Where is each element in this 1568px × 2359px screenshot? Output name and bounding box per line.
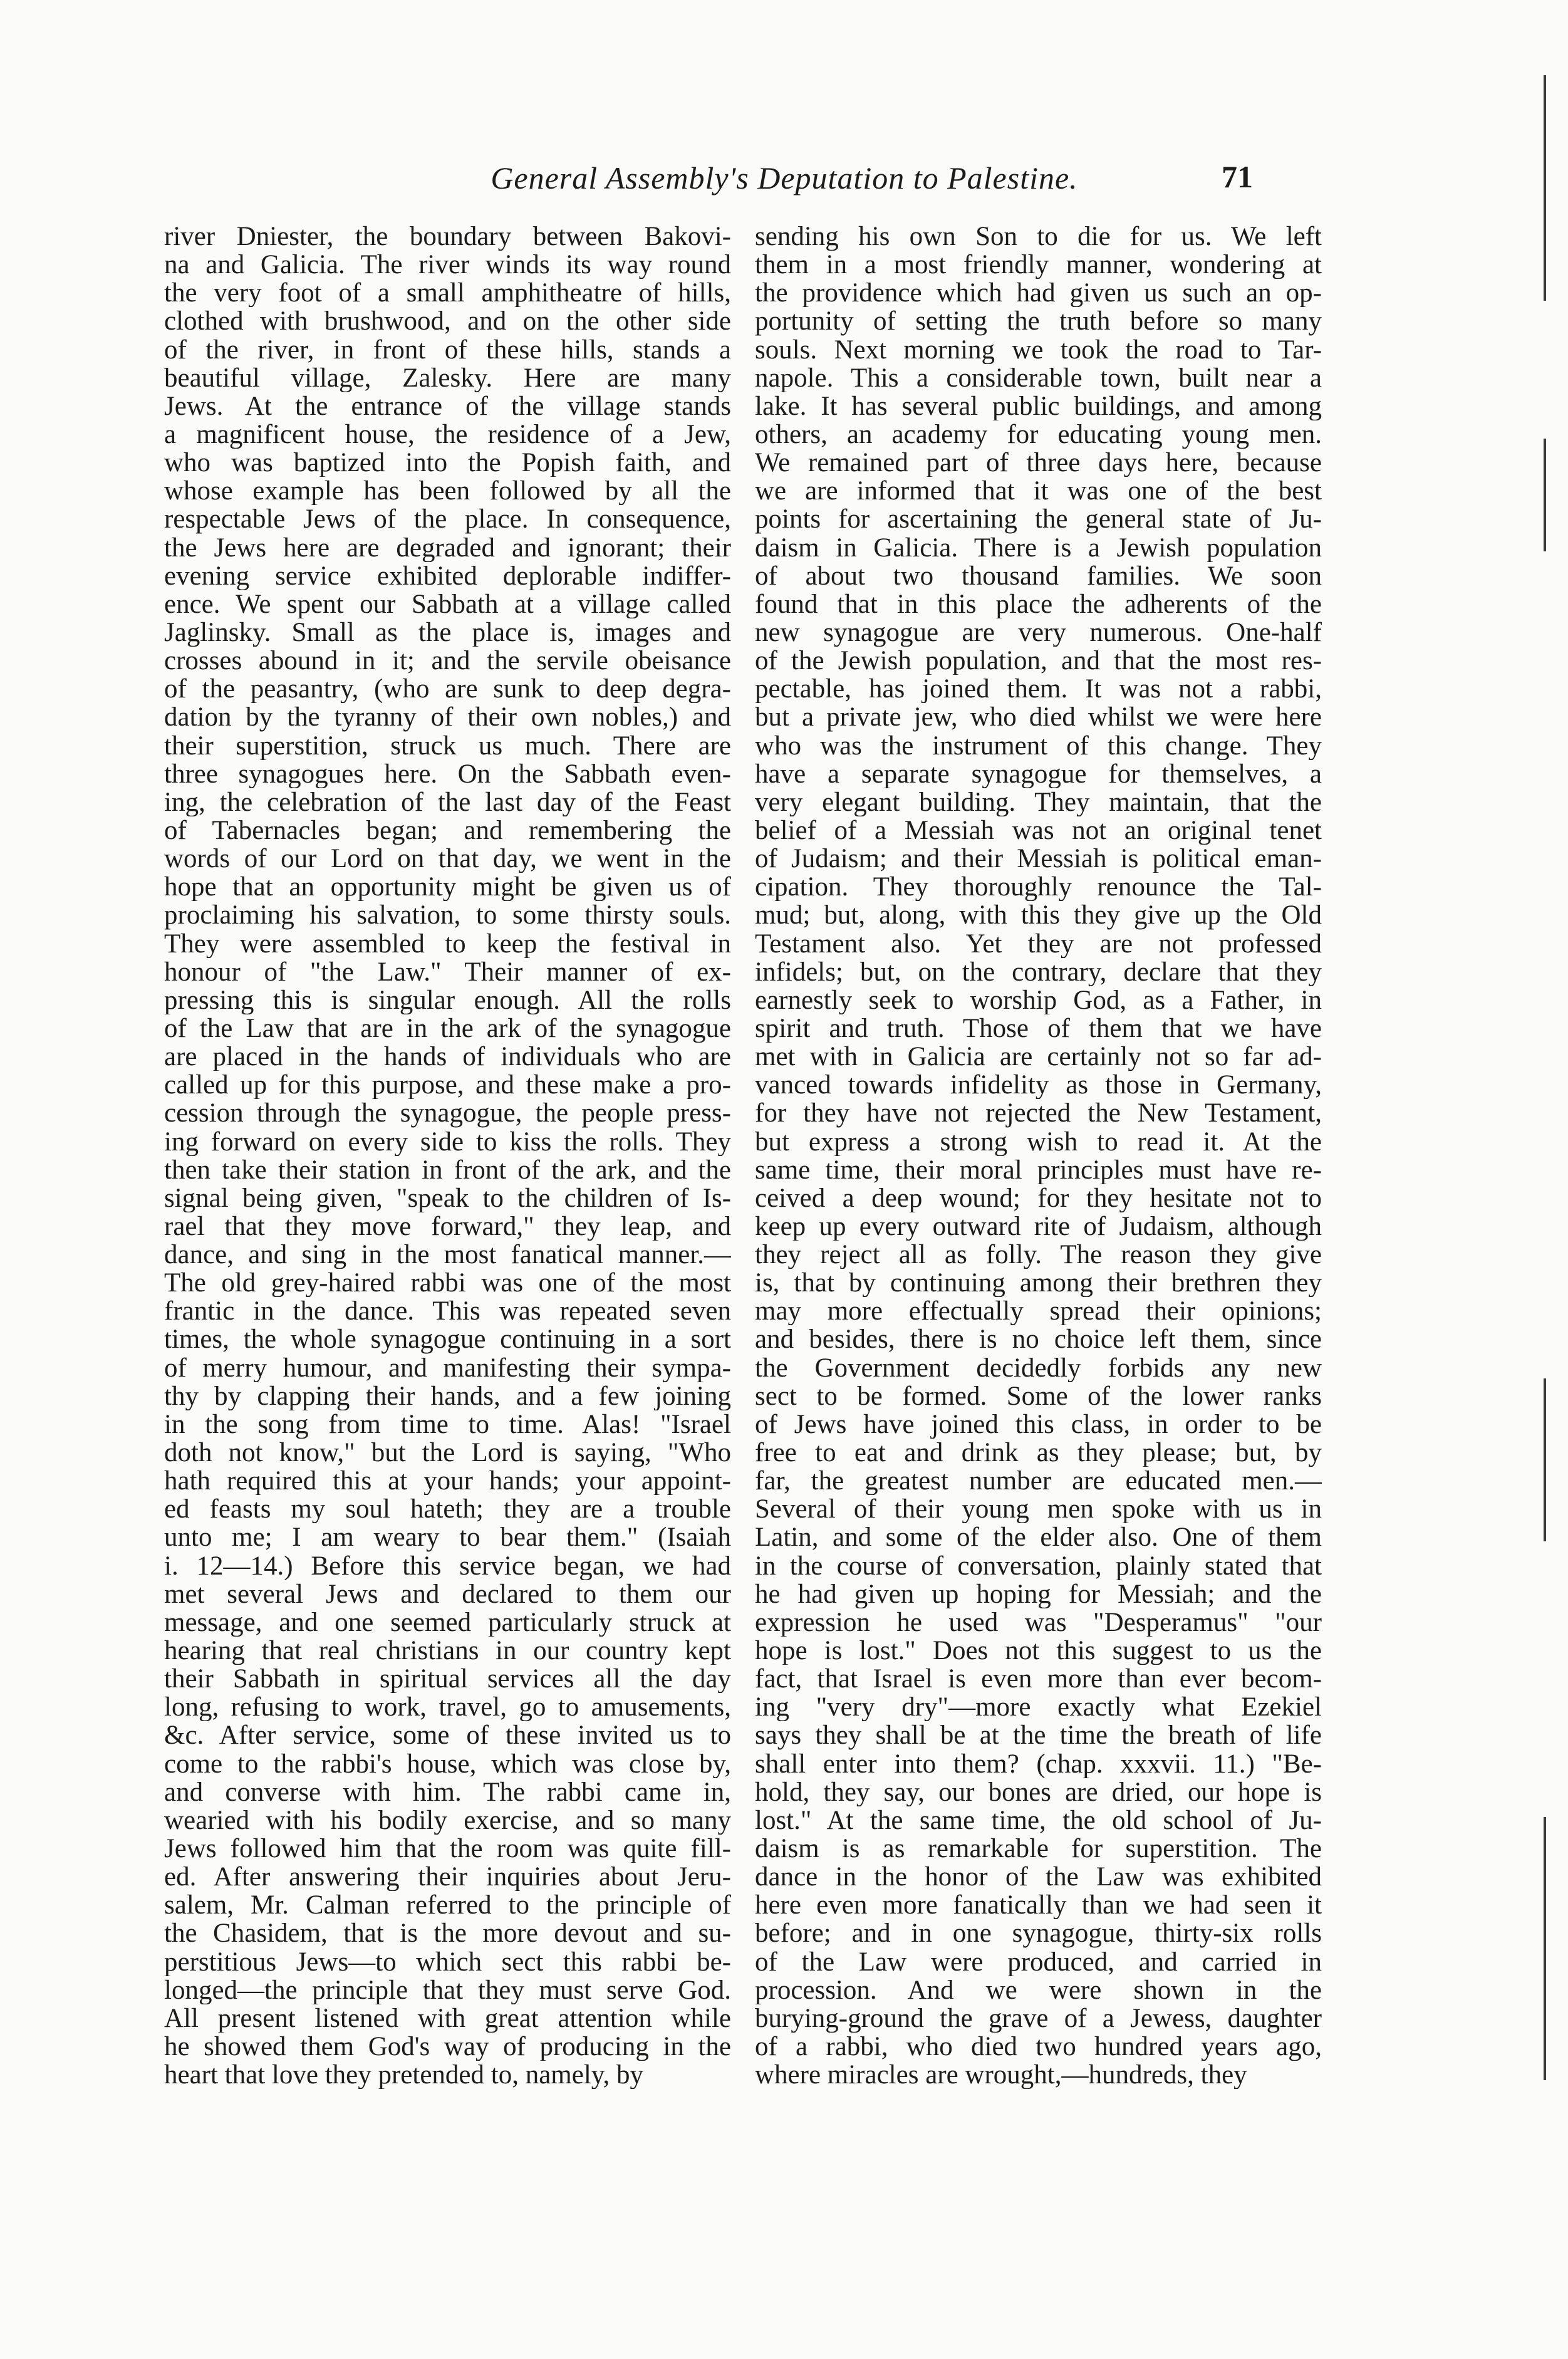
text-line: in the course of conversation, plainly stated that: [755, 1551, 1322, 1580]
text-line: i. 12—14.) Before this service began, we had: [164, 1551, 731, 1580]
text-line: new synagogue are very numerous. One-half: [755, 618, 1322, 647]
text-line: of a rabbi, who died two hundred years ago,: [755, 2033, 1322, 2061]
text-line: lake. It has several public buildings, and among: [755, 392, 1322, 420]
text-line: cipation. They thoroughly renounce the Tal-: [755, 873, 1322, 902]
text-line: All present listened with great attention while: [164, 2004, 731, 2033]
text-line: free to eat and drink as they please; but, by: [755, 1439, 1322, 1467]
text-line: a magnificent house, the residence of a Jew,: [164, 420, 731, 449]
text-line: dance in the honor of the Law was exhibited: [755, 1863, 1322, 1892]
text-line: procession. And we were shown in the: [755, 1976, 1322, 2004]
text-line: then take their station in front of the ark, and the: [164, 1155, 731, 1184]
scan-edge-mark: [1544, 1378, 1546, 1541]
text-line: Jews followed him that the room was quite fill-: [164, 1835, 731, 1863]
text-line: very elegant building. They maintain, that the: [755, 788, 1322, 816]
text-line: river Dniester, the boundary between Bakovi-: [164, 222, 731, 251]
text-line: words of our Lord on that day, we went in the: [164, 845, 731, 873]
text-line: he had given up hoping for Messiah; and the: [755, 1580, 1322, 1608]
text-line: of Tabernacles began; and remembering the: [164, 816, 731, 845]
text-line: lost." At the same time, the old school of Ju-: [755, 1806, 1322, 1835]
text-line: where miracles are wrought,—hundreds, they: [755, 2061, 1247, 2090]
text-line: sect to be formed. Some of the lower ranks: [755, 1382, 1322, 1410]
text-line: long, refusing to work, travel, go to amusements,: [164, 1693, 731, 1722]
text-line: message, and one seemed particularly struck at: [164, 1608, 731, 1637]
scan-edge-mark: [1544, 75, 1546, 301]
text-line: The old grey-haired rabbi was one of the most: [164, 1269, 731, 1298]
text-line: expression he used was "Desperamus" "our: [755, 1608, 1322, 1637]
text-line: souls. Next morning we took the road to Tar-: [755, 335, 1322, 364]
text-line: na and Galicia. The river winds its way round: [164, 251, 731, 279]
text-line: perstitious Jews—to which sect this rabbi be-: [164, 1947, 731, 1976]
text-line: but a private jew, who died whilst we were here: [755, 703, 1322, 732]
text-line: hope that an opportunity might be given us of: [164, 873, 731, 902]
text-line: crosses abound in it; and the servile obeisance: [164, 647, 731, 675]
text-line: sending his own Son to die for us. We left: [755, 222, 1322, 251]
text-column-right: [755, 222, 1322, 2089]
text-line: proclaiming his salvation, to some thirsty souls.: [164, 901, 731, 930]
text-line: of about two thousand families. We soon: [755, 561, 1322, 590]
text-line: hath required this at your hands; your appoint-: [164, 1467, 731, 1496]
text-line: met several Jews and declared to them our: [164, 1580, 731, 1608]
text-line: pressing this is singular enough. All the rolls: [164, 986, 731, 1014]
text-line: portunity of setting the truth before so many: [755, 307, 1322, 336]
text-line: fact, that Israel is even more than ever becom-: [755, 1665, 1322, 1694]
text-line: keep up every outward rite of Judaism, although: [755, 1212, 1322, 1241]
text-line: he showed them God's way of producing in the: [164, 2033, 731, 2061]
text-line: ing, the celebration of the last day of the Feast: [164, 788, 731, 816]
text-line: thy by clapping their hands, and a few joining: [164, 1382, 731, 1410]
text-line: Jews. At the entrance of the village stands: [164, 392, 731, 420]
text-line: of Judaism; and their Messiah is political eman-: [755, 845, 1322, 873]
text-line: beautiful village, Zalesky. Here are many: [164, 363, 731, 392]
text-line: of the Law were produced, and carried in: [755, 1947, 1322, 1976]
text-line: ed feasts my soul hateth; they are a trouble: [164, 1495, 731, 1524]
text-line: doth not know," but the Lord is saying, "Who: [164, 1439, 731, 1467]
text-line: and besides, there is no choice left them, since: [755, 1325, 1322, 1354]
text-line: of the peasantry, (who are sunk to deep degra-: [164, 675, 731, 704]
text-line: far, the greatest number are educated men.—: [755, 1467, 1322, 1496]
text-line: frantic in the dance. This was repeated seven: [164, 1297, 731, 1326]
text-line: ed. After answering their inquiries about Jeru-: [164, 1863, 731, 1892]
text-line: honour of "the Law." Their manner of ex-: [164, 957, 731, 986]
text-line: but express a strong wish to read it. At the: [755, 1127, 1322, 1156]
text-line: points for ascertaining the general state of Ju-: [755, 505, 1322, 534]
text-line: ing "very dry"—more exactly what Ezekiel: [755, 1693, 1322, 1722]
text-line: are placed in the hands of individuals who are: [164, 1043, 731, 1071]
text-line: Several of their young men spoke with us in: [755, 1495, 1322, 1524]
text-line: may more effectually spread their opinions;: [755, 1297, 1322, 1326]
text-line: the Chasidem, that is the more devout and su-: [164, 1919, 731, 1948]
text-line: whose example has been followed by all the: [164, 477, 731, 506]
text-line: vanced towards infidelity as those in Germany,: [755, 1071, 1322, 1100]
text-line: hearing that real christians in our country kept: [164, 1637, 731, 1665]
text-line: evening service exhibited deplorable indiffer-: [164, 561, 731, 590]
text-line: in the song from time to time. Alas! "Israel: [164, 1410, 731, 1439]
text-line: ing forward on every side to kiss the rolls. They: [164, 1127, 731, 1156]
text-line: their Sabbath in spiritual services all the day: [164, 1665, 731, 1694]
text-line: here even more fanatically than we had seen it: [755, 1891, 1322, 1920]
text-column-left: [164, 222, 731, 2089]
text-line: dation by the tyranny of their own nobles,) and: [164, 703, 731, 732]
text-line: daism in Galicia. There is a Jewish population: [755, 533, 1322, 562]
text-line: and converse with him. The rabbi came in,: [164, 1778, 731, 1806]
text-line: earnestly seek to worship God, as a Father, in: [755, 986, 1322, 1014]
text-line: says they shall be at the time the breath of life: [755, 1721, 1322, 1750]
text-line: found that in this place the adherents of the: [755, 590, 1322, 618]
text-line: called up for this purpose, and these make a pro-: [164, 1071, 731, 1100]
text-line: longed—the principle that they must serve God.: [164, 1976, 731, 2004]
text-line: belief of a Messiah was not an original tenet: [755, 816, 1322, 845]
text-line: dance, and sing in the most fanatical manner.—: [164, 1241, 731, 1269]
text-line: the Government decidedly forbids any new: [755, 1353, 1322, 1382]
running-header: General Assembly's Deputation to Palestine.: [491, 160, 1078, 195]
text-line: they reject all as folly. The reason they give: [755, 1241, 1322, 1269]
text-line: of merry humour, and manifesting their sympa-: [164, 1353, 731, 1382]
text-line: respectable Jews of the place. In consequence,: [164, 505, 731, 534]
text-line: &c. After service, some of these invited us to: [164, 1721, 731, 1750]
text-line: cession through the synagogue, the people press-: [164, 1099, 731, 1128]
page-number: 71: [1222, 159, 1253, 194]
text-line: for they have not rejected the New Testament,: [755, 1099, 1322, 1128]
text-line: hope is lost." Does not this suggest to us the: [755, 1637, 1322, 1665]
text-line: who was the instrument of this change. They: [755, 731, 1322, 760]
text-line: who was baptized into the Popish faith, and: [164, 449, 731, 477]
text-line: pectable, has joined them. It was not a rabbi,: [755, 675, 1322, 704]
text-line: same time, their moral principles must have re-: [755, 1155, 1322, 1184]
text-line: of the river, in front of these hills, stands a: [164, 335, 731, 364]
text-line: the Jews here are degraded and ignorant; their: [164, 533, 731, 562]
text-line: we are informed that it was one of the best: [755, 477, 1322, 506]
text-line: of the Jewish population, and that the most res-: [755, 647, 1322, 675]
text-line: times, the whole synagogue continuing in a sort: [164, 1325, 731, 1354]
text-line: hold, they say, our bones are dried, our hope is: [755, 1778, 1322, 1806]
text-line: met with in Galicia are certainly not so far ad-: [755, 1043, 1322, 1071]
text-line: Jaglinsky. Small as the place is, images and: [164, 618, 731, 647]
text-line: wearied with his bodily exercise, and so many: [164, 1806, 731, 1835]
text-line: Testament also. Yet they are not professed: [755, 929, 1322, 958]
text-line: unto me; I am weary to bear them." (Isaiah: [164, 1523, 731, 1552]
text-line: mud; but, along, with this they give up the Old: [755, 901, 1322, 930]
text-line: salem, Mr. Calman referred to the principle of: [164, 1891, 731, 1920]
text-line: have a separate synagogue for themselves, a: [755, 759, 1322, 788]
text-line: daism is as remarkable for superstition. The: [755, 1835, 1322, 1863]
text-line: spirit and truth. Those of them that we have: [755, 1014, 1322, 1043]
text-line: ence. We spent our Sabbath at a village called: [164, 590, 731, 618]
text-line: of the Law that are in the ark of the synagogue: [164, 1014, 731, 1043]
text-line: is, that by continuing among their brethren they: [755, 1269, 1322, 1298]
scan-edge-mark: [1544, 1817, 1546, 2080]
text-line: rael that they move forward," they leap, and: [164, 1212, 731, 1241]
text-line: come to the rabbi's house, which was close by,: [164, 1749, 731, 1778]
text-line: They were assembled to keep the festival in: [164, 929, 731, 958]
scan-edge-mark: [1544, 439, 1546, 551]
text-line: their superstition, struck us much. There are: [164, 731, 731, 760]
text-line: shall enter into them? (chap. xxxvii. 11.) "Be-: [755, 1749, 1322, 1778]
text-line: clothed with brushwood, and on the other side: [164, 307, 731, 336]
text-line: the providence which had given us such an op-: [755, 279, 1322, 308]
text-line: of Jews have joined this class, in order to be: [755, 1410, 1322, 1439]
text-line: Latin, and some of the elder also. One of them: [755, 1523, 1322, 1552]
text-line: napole. This a considerable town, built near a: [755, 363, 1322, 392]
text-line: infidels; but, on the contrary, declare that they: [755, 957, 1322, 986]
text-line: them in a most friendly manner, wondering at: [755, 251, 1322, 279]
text-line: before; and in one synagogue, thirty-six rolls: [755, 1919, 1322, 1948]
text-line: signal being given, "speak to the children of Is-: [164, 1184, 731, 1212]
text-line: We remained part of three days here, because: [755, 449, 1322, 477]
text-line: others, an academy for educating young men.: [755, 420, 1322, 449]
text-line: three synagogues here. On the Sabbath even-: [164, 759, 731, 788]
text-line: ceived a deep wound; for they hesitate not to: [755, 1184, 1322, 1212]
text-line: the very foot of a small amphitheatre of hills,: [164, 279, 731, 308]
text-line: burying-ground the grave of a Jewess, daughter: [755, 2004, 1322, 2033]
text-line: heart that love they pretended to, namely, by: [164, 2061, 643, 2090]
